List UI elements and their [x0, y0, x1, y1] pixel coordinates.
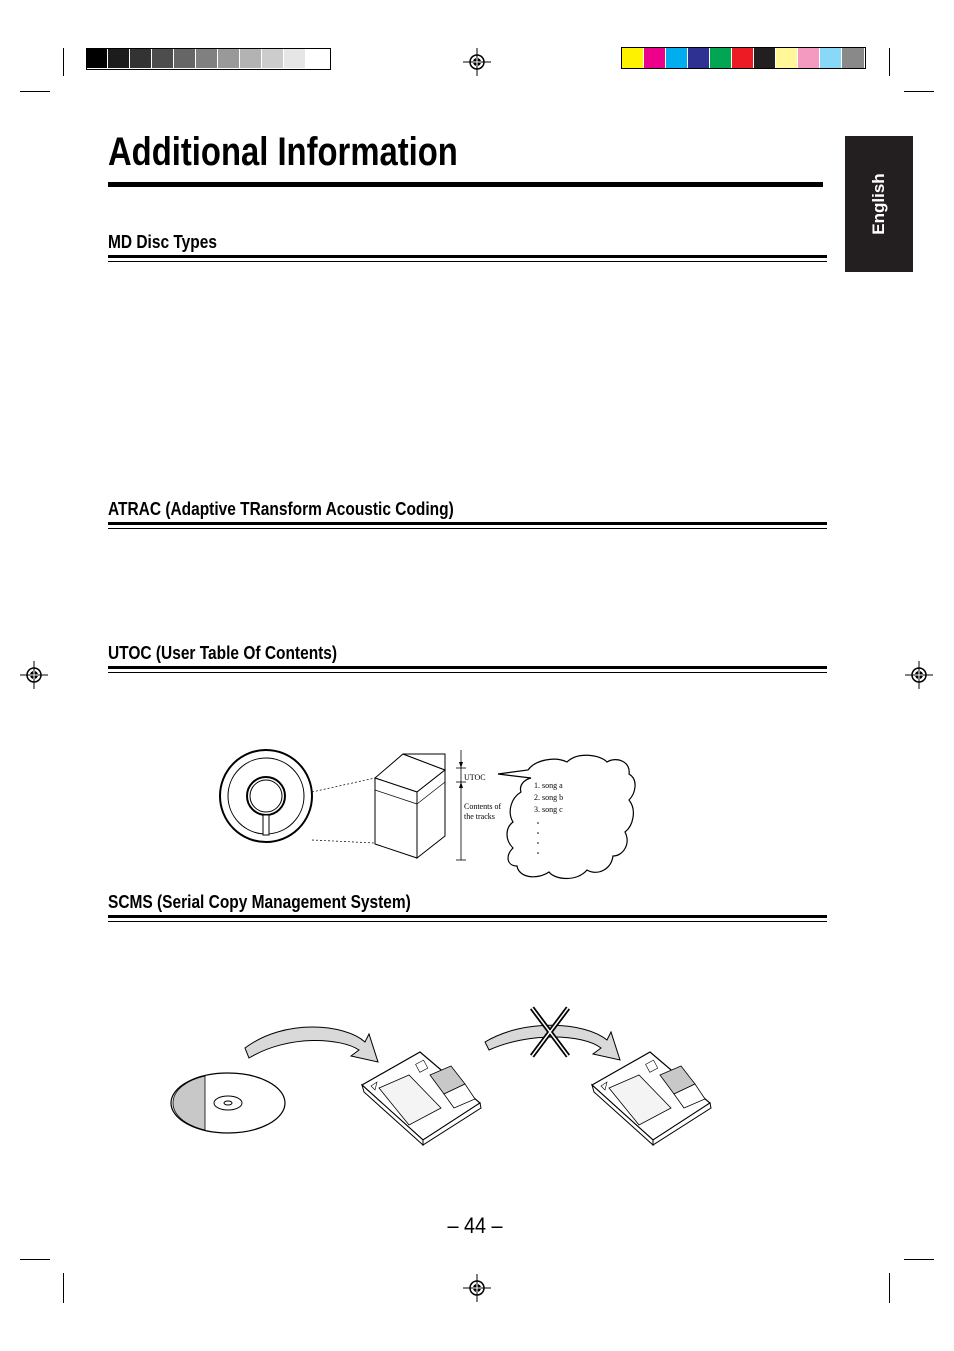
crop-mark: [904, 1259, 934, 1260]
section-rule: [108, 255, 827, 258]
scms-diagram: [165, 1000, 725, 1150]
section-rule: [108, 528, 827, 529]
registration-mark-icon: [905, 661, 933, 689]
section-rule: [108, 915, 827, 918]
registration-mark-icon: [463, 48, 491, 76]
crop-mark: [20, 91, 50, 92]
page-title: Additional Information: [108, 130, 458, 174]
crop-mark: [63, 1273, 64, 1303]
section-heading-utoc: UTOC (User Table Of Contents): [108, 643, 338, 663]
contents-label-line1: Contents of: [464, 802, 502, 811]
registration-mark-icon: [463, 1274, 491, 1302]
md-disc-icon: [220, 750, 312, 842]
speech-bubble: [498, 755, 635, 878]
crop-mark: [889, 1273, 890, 1303]
section-rule: [108, 666, 827, 669]
page-number: – 44 –: [447, 1213, 503, 1238]
crop-mark: [889, 48, 890, 76]
section-rule: [108, 522, 827, 525]
crop-mark: [20, 1259, 50, 1260]
data-block-icon: [375, 754, 445, 858]
crop-mark: [63, 48, 64, 76]
section-rule: [108, 921, 827, 922]
section-heading-atrac: ATRAC (Adaptive TRansform Acoustic Coding): [108, 499, 454, 519]
utoc-diagram: [215, 748, 645, 888]
section-heading-md-disc-types: MD Disc Types: [108, 232, 217, 252]
crop-mark: [904, 91, 934, 92]
section-rule: [108, 261, 827, 262]
md-cartridge-icon: [592, 1052, 711, 1145]
gray-swatch-frame: [86, 48, 331, 70]
registration-mark-icon: [20, 661, 48, 689]
utoc-label: UTOC: [464, 773, 486, 782]
title-rule: [108, 182, 823, 187]
section-rule: [108, 672, 827, 673]
cd-disc-icon: [171, 1073, 285, 1133]
song-list-item: 3. song c: [534, 805, 563, 814]
song-list-item: 1. song a: [534, 781, 563, 790]
color-swatch-frame: [621, 47, 866, 69]
section-heading-scms: SCMS (Serial Copy Management System): [108, 892, 411, 912]
language-tab: [845, 136, 913, 272]
projection-line: [312, 840, 375, 843]
contents-label-line2: the tracks: [464, 812, 495, 821]
copy-arrow-icon: [245, 1027, 378, 1062]
language-tab-label: English: [869, 173, 888, 235]
song-list-item: 2. song b: [534, 793, 564, 802]
projection-line: [312, 778, 375, 792]
md-cartridge-icon: [362, 1052, 481, 1145]
